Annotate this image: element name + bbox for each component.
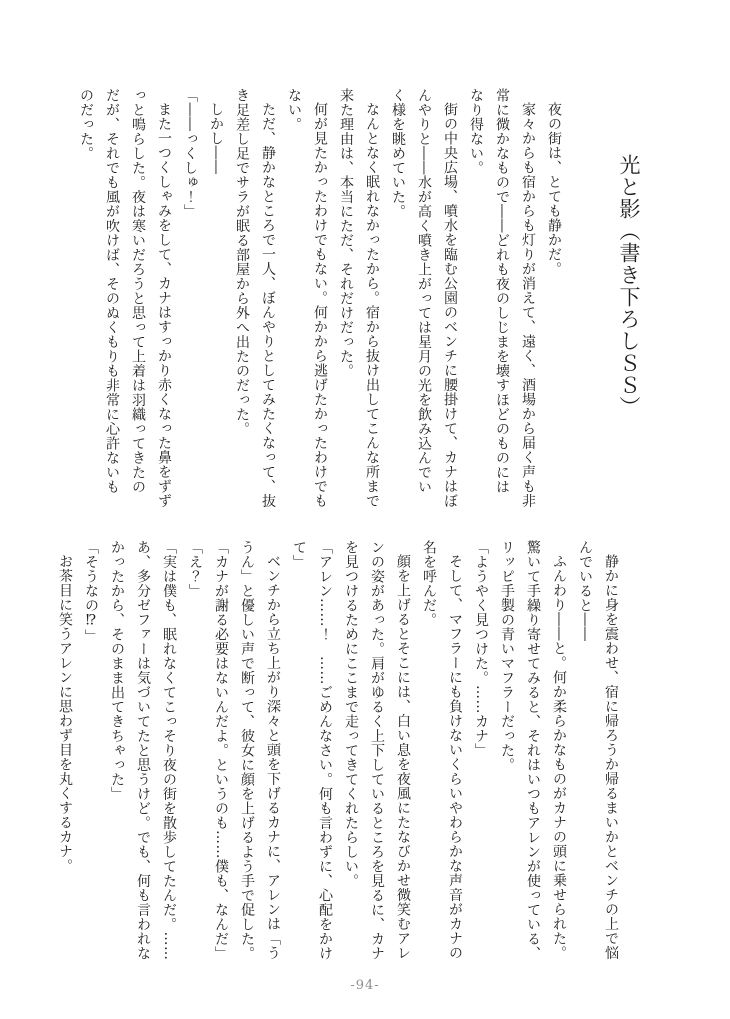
paragraph-line: 「カナが謝る必要はないんだよ。というのも……僕も、なんだ」 xyxy=(213,540,229,961)
paragraph-line: 静かに身を震わせ、宿に帰ろうか帰るまいかとベンチの上で悩んでいると―― xyxy=(577,540,619,960)
upper-text-block xyxy=(73,88,643,508)
paragraph-line: 「ようやく見つけた。……カナ」 xyxy=(473,540,489,758)
page-number: -94- xyxy=(350,978,380,993)
paragraph-line: そして、マフラーにも負けないくらいやわらかな声音がカナの名を呼んだ。 xyxy=(421,540,463,960)
paragraph-line: 「――っくしゅ！」 xyxy=(182,88,198,219)
upper-paragraphs xyxy=(73,88,567,508)
paragraph-line: 「アレン……！ ……ごめんなさい。何も言わずに、心配をかけて」 xyxy=(291,540,333,961)
paragraph-line: 家々からも宿からも灯りが消えて、遠く、酒場から届く声も非常に微かなもので――どれも夜のしじまを壊すほどのものにはなり得ない。 xyxy=(468,88,536,508)
paragraph-line: ベンチから立ち上がり深々と頭を下げるカナに、アレンは「ううん」と優しい声で断って、彼女に顔を上げるよう手で促した。 xyxy=(239,540,281,961)
paragraph-line: お茶目に笑うアレンに思わず目を丸くするカナ。 xyxy=(57,554,73,873)
paragraph-line: 「え？」 xyxy=(187,540,203,598)
lower-text-block xyxy=(52,540,624,966)
paragraph-line: ただ、静かなところで一人、ぼんやりとしてみたくなって、抜き足差し足でサラが眠る部屋から外へ出たのだった。 xyxy=(234,88,276,508)
paragraph-line: 何が見たかったわけでもない。何かから逃げたかったわけでもない。 xyxy=(286,88,328,508)
paragraph-line: なんとなく眠れなかったから。宿から抜け出してこんな所まで来た理由は、本当にただ、それだけだった。 xyxy=(338,88,380,508)
paragraph-line: ふんわり――と。何か柔らかなものがカナの頭に乗せられた。驚いて手繰り寄せてみると、それはいつもアレンが使っている、リッピ手製の青いマフラーだった。 xyxy=(499,540,567,961)
paragraph-line: 「実は僕も、眠れなくてこっそり夜の街を散歩してたんだ。……あ、多分ゼファーは気づいてたと思うけど。でも、何も言われなかったから、そのまま出てきちゃった」 xyxy=(109,540,177,961)
paragraph-line: 顔を上げるとそこには、白い息を夜風にたなびかせ微笑むアレンの姿があった。肩がゆるく上下しているところを見るに、カナを見つけるためにここまで走ってきてくれたらしい。 xyxy=(343,540,411,961)
paragraph-line: 夜の街は、とても静かだ。 xyxy=(546,102,562,276)
lower-paragraphs xyxy=(52,540,624,966)
paragraph-line: 街の中央広場、噴水を臨む公園のベンチに腰掛けて、カナはぼんやりと――水が高く噴き上がっては星月の光を飲み込んでいく様を眺めていた。 xyxy=(390,88,458,508)
paragraph-line: また一つくしゃみをして、カナはすっかり赤くなった鼻をずずっと鳴らした。夜は寒いだろうと思って上着は羽織ってきたのだが、それでも風が吹けば、そのぬくもりも非常に心許ないものだった。 xyxy=(78,88,172,508)
story-title: 光と影（書き下ろしＳＳ） xyxy=(617,154,641,418)
paragraph-line: 「そうなの⁉」 xyxy=(83,540,99,644)
paragraph-line: しかし―― xyxy=(208,102,224,175)
